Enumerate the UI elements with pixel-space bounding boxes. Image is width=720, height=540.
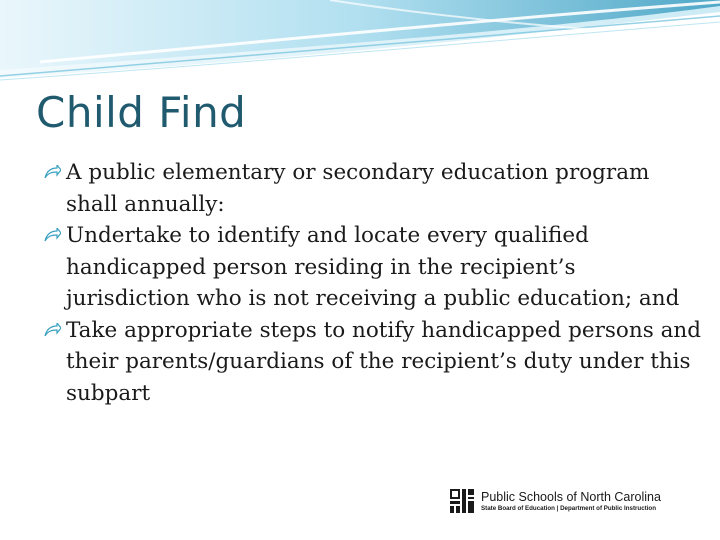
bullet-item — [42, 157, 702, 220]
bullet-item — [42, 315, 702, 410]
footer-logo — [448, 486, 680, 516]
arrow-bullet-icon — [44, 228, 61, 242]
logo-subtitle: State Board of Education | Department of Public Instruction — [481, 504, 656, 512]
bullet-text: A public elementary or secondary education program shall annually: — [66, 160, 650, 217]
bullet-item — [42, 220, 702, 315]
logo-name: Public Schools of North Carolina — [481, 489, 661, 504]
arrow-bullet-icon — [44, 165, 61, 179]
header-wave-decoration — [0, 0, 720, 90]
bullet-text: Undertake to identify and locate every qualified handicapped person residing in the recipient’s jurisdiction who is not receiving a public education; and — [66, 223, 680, 311]
nc-dpi-logo-icon — [448, 487, 476, 515]
arrow-bullet-icon — [44, 323, 61, 337]
slide-title: Child Find — [36, 88, 247, 137]
bullet-text: Take appropriate steps to notify handicapped persons and their parents/guardians of the recipient’s duty under this subpart — [66, 317, 702, 406]
bullet-list — [42, 157, 702, 409]
